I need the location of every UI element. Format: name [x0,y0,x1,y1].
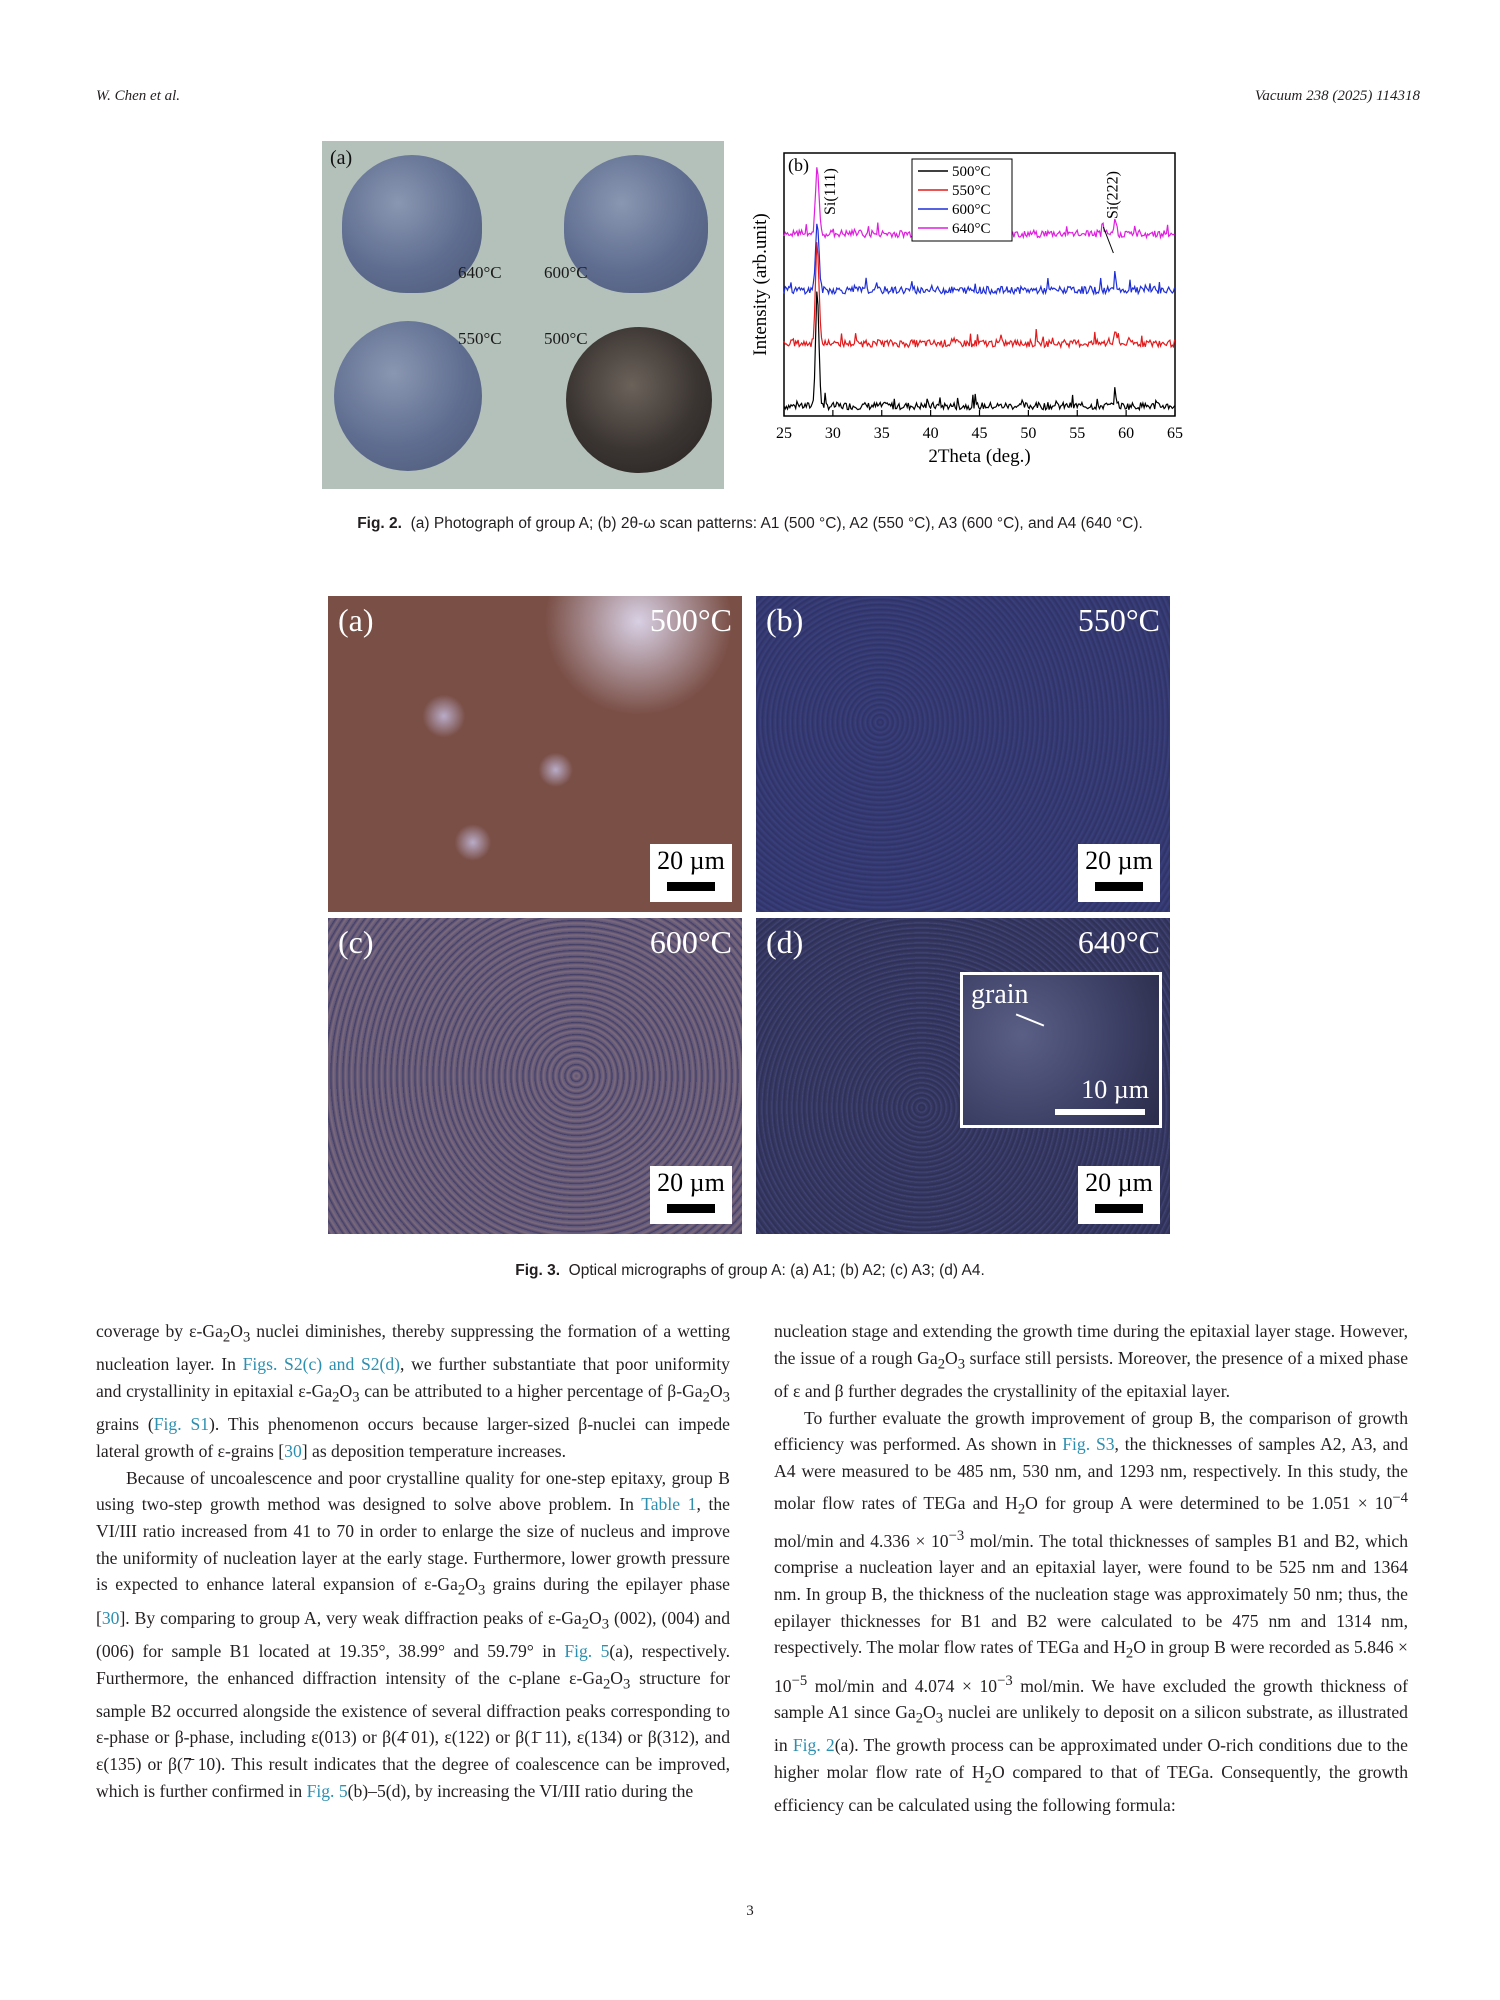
running-header-journal: Vacuum 238 (2025) 114318 [1254,88,1420,104]
micrograph-b [756,596,1170,912]
micrograph-a-label: (a) [338,602,374,638]
ref-link-fig-s3[interactable]: Fig. S3 [1062,1434,1115,1455]
fig3-caption [0,1262,1500,1280]
fig2-caption-label: Fig. 2. [357,515,402,532]
scale-bar-d-line [1095,1204,1143,1213]
ref-link-figs-s2[interactable]: Figs. S2(c) and S2(d) [242,1354,401,1375]
paragraph: coverage by $\varepsilon-Ga_2O_3$ nuclei diminishes, thereby suppressing the formation of a wetting nucleation layer. In Figs. S2(c) and S2(d), we further substantiate that poor uniformity and crystallinity in epitaxial $\varepsilon-Ga_2O_3$ can be attributed to a higher percentage of $\beta-Ga_2O_3$ grains (Fig. S1). This phenomenon occurs because larger-sized β-nuclei can impede lateral growth of ε-grains [30] as deposition temperature increases. [96,1321,731,1461]
fig2a-photograph [322,141,724,489]
inset-arrow-icon [1016,1013,1045,1026]
x-tick-label: 55 [1069,425,1086,442]
photo-label-550: 550°C [458,329,502,348]
scale-bar-a [650,844,732,902]
annotation-si222: Si(222) [1104,171,1122,219]
wafer-500 [566,327,712,473]
ref-link-fig-5a[interactable]: Fig. 5 [564,1640,610,1661]
micrograph-a [328,596,742,912]
scale-bar-c-line [667,1204,715,1213]
series-line-500c [784,292,1175,410]
body-column-left [96,1318,730,1805]
scale-bar-a-text: 20 µm [657,846,725,875]
fig2b-xrd-chart [740,141,1195,497]
x-tick-label: 25 [776,425,792,442]
page-number: 3 [746,1903,754,1919]
photo-label-600: 600°C [544,263,588,282]
legend-label: 600°C [952,202,991,218]
legend-label: 500°C [952,164,991,180]
ref-link-fig-2a[interactable]: Fig. 2 [792,1735,835,1756]
scale-bar-b-text: 20 µm [1085,846,1153,875]
micrograph-c [328,918,742,1234]
scale-bar-c [650,1166,732,1224]
ref-link-fig-s1[interactable]: Fig. S1 [153,1414,210,1435]
scale-bar-a-line [667,882,715,891]
ref-link-30[interactable]: 30 [284,1440,302,1461]
annotation-arrow-si222 [1103,227,1113,253]
x-tick-label: 30 [824,425,841,442]
running-header-authors: W. Chen et al. [96,88,181,104]
micrograph-b-label: (b) [766,602,804,638]
photo-label-640: 640°C [458,263,502,282]
x-axis-label: 2Theta (deg.) [928,446,1031,467]
paragraph: Because of uncoalescence and poor crystalline quality for one-step epitaxy, group B using two-step growth method was designed to solve above problem. In Table 1, the VI/III ratio increased from 41 to 70 in order to enlarge the size of nucleus and improve the uniformity of nucleation layer at the early stage. Furthermore, lower growth pressure is expected to enhance lateral expansion of $\varepsilon-Ga_2O_3$ grains during the epilayer phase [30]. By comparing to group A, very weak diffraction peaks of $\varepsilon-Ga_2O_3$ (002), (004) and (006) for sample B1 located at 19.35°, 38.99° and 59.79° in Fig. 5(a), respectively. Furthermore, the enhanced diffraction intensity of the c-plane $\varepsilon-Ga_2O_3$ structure for sample B2 occurred alongside the existence of several diffraction peaks corresponding to ε-phase or β-phase, including ε(013) or β(4̄ 01), ε(122) or β(1̄ 11), ε(134) or β(312), and ε(135) or β(7̄ 10). This result indicates that the degree of coalescence can be improved, which is further confirmed in Fig. 5(b)–5(d), by increasing the VI/III ratio during the [96,1467,730,1801]
x-tick-label: 35 [873,425,890,442]
micrograph-a-temp: 500°C [649,602,732,638]
micrograph-c-temp: 600°C [649,924,732,960]
x-tick-label: 45 [971,425,988,442]
paragraph: nucleation stage and extending the growth time during the epitaxial layer stage. However, the issue of a rough $Ga_2O_3$ surface still persists. Moreover, the presence of a mixed phase of ε and β further degrades the crystallinity of the epitaxial layer. [774,1321,1409,1401]
fig2-caption-text: (a) Photograph of group A; (b) 2θ-ω scan patterns: A1 (500 °C), A2 (550 °C), A3 (600 °C), and A4 (640 °C). [410,515,1143,532]
scale-bar-b [1078,844,1160,902]
legend-label: 640°C [952,221,991,237]
scale-bar-d [1078,1166,1160,1224]
inset-scale-text: 10 µm [1081,1075,1149,1104]
legend-label: 550°C [952,183,991,199]
fig2a-panel-label: (a) [330,147,353,169]
x-tick-label: 65 [1167,425,1183,442]
micrograph-d-inset [960,972,1162,1128]
fig2-caption [0,515,1500,533]
inset-grain-label: grain [971,979,1029,1010]
scale-bar-d-text: 20 µm [1085,1168,1153,1197]
ref-link-fig-5b[interactable]: Fig. 5 [306,1780,348,1801]
annotation-si111: Si(111) [822,168,840,215]
series-line-550c [784,242,1175,347]
micrograph-b-temp: 550°C [1077,602,1160,638]
micrograph-d-temp: 640°C [1077,924,1160,960]
scale-bar-b-line [1095,882,1143,891]
photo-label-500: 500°C [544,329,588,348]
ref-link-table-1[interactable]: Table 1 [641,1494,697,1515]
x-tick-label: 40 [922,425,939,442]
inset-scale-bar [1055,1109,1145,1115]
x-tick-label: 50 [1020,425,1037,442]
panel-label: (b) [788,155,809,175]
paragraph: To further evaluate the growth improvement of group B, the comparison of growth efficiency was performed. As shown in Fig. S3, the thicknesses of samples A2, A3, and A4 were measured to be 485 nm, 530 nm, and 1293 nm, respectively. In this study, the molar flow rates of TEGa and $H_2O$ for group A were determined to be $1.051 \times 10^{-4}$ mol/min and $4.336 \times 10^{-3}$ mol/min. The total thicknesses of samples B1 and B2, which comprise a nucleation layer and an epitaxial layer, were found to be 525 nm and 1364 nm. In group B, the thickness of the nucleation stage was approximately 50 nm; thus, the epilayer thicknesses for B1 and B2 were calculated to be 475 nm and 1314 nm, respectively. The molar flow rates of TEGa and $H_2O$ in group B were recorded as $5.846 \times 10^{-5}$ mol/min and $4.074 \times 10^{-3}$ mol/min. We have excluded the growth thickness of sample A1 since $Ga_2O_3$ nuclei are unlikely to deposit on a silicon substrate, as illustrated in Fig. 2(a). The growth process can be approximated under O-rich conditions due to the higher molar flow rate of $H_2O$ compared to that of TEGa. Consequently, the growth efficiency can be calculated using the following formula: [774,1407,1409,1816]
x-tick-label: 60 [1118,425,1135,442]
ref-link-30b[interactable]: 30 [101,1607,120,1628]
micrograph-d [756,918,1170,1234]
micrograph-c-label: (c) [338,924,374,960]
y-axis-label: Intensity (arb.unit) [750,213,771,356]
body-column-right [774,1318,1408,1819]
scale-bar-c-text: 20 µm [657,1168,725,1197]
fig3-caption-label: Fig. 3. [515,1262,561,1279]
micrograph-d-label: (d) [766,924,804,960]
fig3-caption-text: Optical micrographs of group A: (a) A1; (b) A2; (c) A3; (d) A4. [568,1262,985,1279]
